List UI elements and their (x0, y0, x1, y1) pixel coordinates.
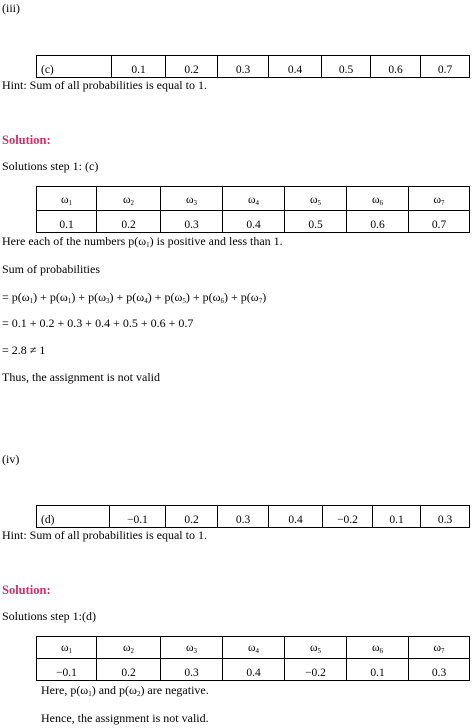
part-iv-label: (iv) (2, 452, 20, 466)
hint-text: Hint: Sum of all probabilities is equal to 1. (2, 528, 207, 542)
prob-cell: −0.2 (285, 659, 347, 681)
omega-cell: $\omega_6$ (347, 637, 409, 659)
equation-line: = 0.1 + 0.2 + 0.3 + 0.4 + 0.5 + 0.6 + 0.7 (2, 316, 194, 330)
conclusion-line: Hence, the assignment is not valid. (41, 711, 209, 725)
omega-table-iii (36, 186, 470, 233)
omega-cell: $\omega_5$ (285, 187, 347, 211)
explanation-line: Sum of probabilities (2, 262, 100, 276)
solution-heading: Solution: (2, 133, 51, 147)
question-cell: 0.3 (218, 56, 269, 78)
question-cell: −0.2 (323, 506, 373, 528)
question-cell: 0.1 (112, 56, 166, 78)
prob-cell: 0.4 (223, 211, 285, 233)
solution-step: Solutions step 1: (c) (2, 159, 99, 173)
omega-table-iv (36, 636, 470, 681)
omega-cell: $\omega_3$ (161, 187, 223, 211)
question-cell: −0.1 (110, 506, 166, 528)
question-cell: 0.4 (269, 56, 322, 78)
prob-cell: 0.3 (409, 659, 470, 681)
omega-cell: $\omega_4$ (223, 187, 285, 211)
omega-cell: $\omega_7$ (409, 637, 470, 659)
explanation-line: Here each of the numbers $p(\omega_1)$ is positive and less than 1. (2, 234, 283, 249)
equation-line: = $p(\omega_1) + p(\omega_1) + p(\omega_3) + p(\omega_4) + p(\omega_5) + p(\omega_6) + p(\omega_7)$ (2, 290, 267, 305)
prob-cell: 0.3 (161, 659, 223, 681)
question-cell: 0.1 (373, 506, 421, 528)
omega-cell: $\omega_5$ (285, 637, 347, 659)
prob-cell: 0.2 (97, 659, 161, 681)
omega-cell: $\omega_2$ (97, 637, 161, 659)
question-cell: 0.4 (269, 506, 323, 528)
prob-cell: 0.4 (223, 659, 285, 681)
question-cell: 0.2 (166, 56, 218, 78)
part-iii-label: (iii) (2, 1, 20, 15)
question-table-iv (36, 505, 470, 528)
question-cell: 0.6 (371, 56, 421, 78)
equation-line: = 2.8 ≠ 1 (2, 343, 46, 357)
omega-cell: $\omega_2$ (97, 187, 161, 211)
omega-cell: $\omega_6$ (347, 187, 409, 211)
prob-cell: 0.1 (37, 211, 97, 233)
question-cell: (c) (37, 56, 112, 78)
solution-heading: Solution: (2, 583, 51, 597)
question-cell: 0.7 (421, 56, 470, 78)
question-cell: 0.2 (166, 506, 218, 528)
question-cell: 0.3 (218, 506, 269, 528)
solution-step: Solutions step 1:(d) (2, 609, 97, 623)
omega-cell: $\omega_1$ (37, 637, 97, 659)
omega-cell: $\omega_3$ (161, 637, 223, 659)
prob-cell: 0.6 (347, 211, 409, 233)
prob-cell: 0.2 (97, 211, 161, 233)
question-cell: (d) (37, 506, 110, 528)
omega-cell: $\omega_7$ (409, 187, 470, 211)
prob-cell: 0.3 (161, 211, 223, 233)
conclusion-line: Thus, the assignment is not valid (2, 370, 160, 384)
hint-text: Hint: Sum of all probabilities is equal to 1. (2, 78, 207, 92)
prob-cell: −0.1 (37, 659, 97, 681)
prob-cell: 0.5 (285, 211, 347, 233)
question-cell: 0.5 (322, 56, 371, 78)
explanation-line: Here, $p(\omega_1)$ and $p(\omega_2)$ are negative. (41, 683, 209, 698)
omega-cell: $\omega_1$ (37, 187, 97, 211)
question-table-iii (36, 55, 470, 78)
question-cell: 0.3 (421, 506, 470, 528)
prob-cell: 0.7 (409, 211, 470, 233)
prob-cell: 0.1 (347, 659, 409, 681)
omega-cell: $\omega_4$ (223, 637, 285, 659)
